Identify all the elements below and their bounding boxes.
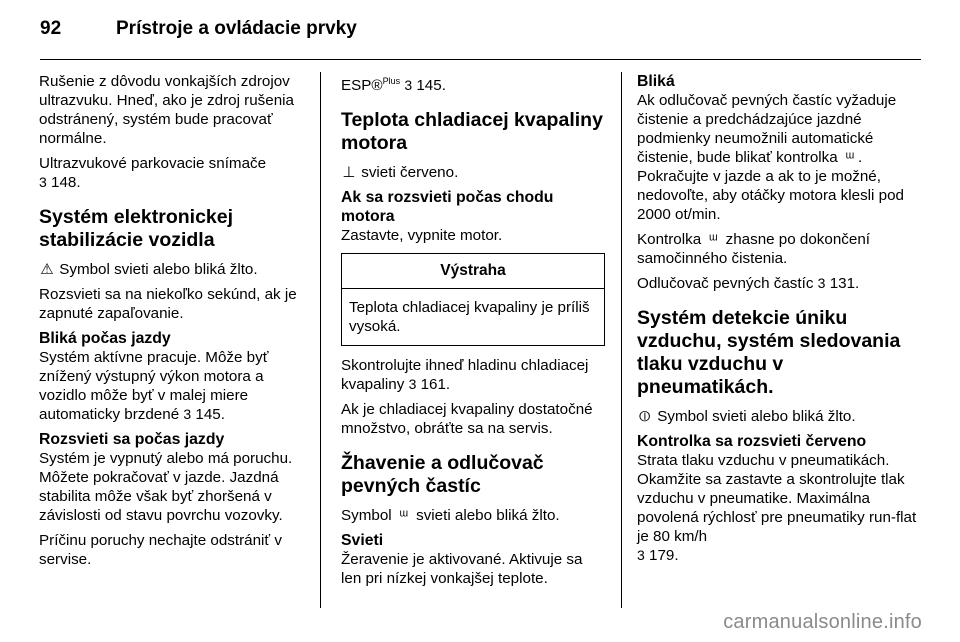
paragraph-interference: Rušenie z dôvodu vonkajších zdrojov ultrazvuku. Hneď, ako je zdroj rušenia odstránený, systém bude pracovať normálne. — [39, 73, 294, 147]
heading-esp: Systém elektronickej stabilizácie vozidla — [39, 206, 234, 251]
paragraph-dpf-blink: Ak odlučovač pevných častíc vyžaduje čistenie a predchádzajúce jazdné podmienky neumožnili automatické čistenie, bude blikať kontrolka ᵚ . Pokračujte v jazde a ak to je možné, nedovoľte, aby otáčky motora klesli pod 2000 ot/min. — [637, 92, 904, 223]
paragraph-tpms-red: Strata tlaku vzduchu v pneumatikách. Okamžite sa zastavte a skontrolujte tlak vzduchu v pneumatike. Maximálna povolená rýchlosť pre pneumatiky run-flat je 80 km/h 3 179. — [637, 452, 917, 564]
glow-plug-icon: ᵚ — [709, 231, 718, 248]
column-2 — [341, 72, 605, 594]
paragraph-service: Príčinu poruchy nechajte odstrániť v servise. — [39, 532, 282, 568]
warning-box — [341, 253, 605, 346]
page-ref[interactable]: 145. — [412, 77, 446, 95]
heading-coolant-lit: Ak sa rozsvieti počas chodu motora — [341, 189, 554, 226]
page-number: 92 — [40, 18, 62, 39]
page-ref-icon: 3 — [183, 406, 192, 422]
page-ref[interactable]: 161. — [416, 376, 451, 394]
heading-blinks: Bliká — [637, 73, 675, 90]
column-1 — [39, 72, 307, 575]
paragraph-enough-coolant: Ak je chladiacej kvapaliny dostatočné množstvo, obráťte sa na servis. — [341, 401, 593, 438]
column-3 — [637, 72, 921, 571]
paragraph-lit-driving: Systém je vypnutý alebo má poruchu. Môžete pokračovať v jazde. Jazdná stabilita môže však byť zhoršená v závislosti od stavu povrchu vozovky. — [39, 450, 293, 524]
page-header — [40, 18, 920, 48]
paragraph-tpms-symbol: ⦶ Symbol svieti alebo bliká žlto. — [637, 407, 921, 426]
tire-pressure-icon: ⦶ — [639, 408, 651, 425]
coolant-temperature-icon: ⊥ — [342, 164, 356, 182]
heading-coolant: Teplota chladiacej kvapaliny motora — [341, 109, 603, 155]
paragraph-esp-symbol: ⚠ Symbol svieti alebo bliká žlto. — [40, 261, 258, 278]
header-rule — [40, 59, 921, 60]
page-ref-icon: 3 — [39, 174, 47, 190]
heading-lit-driving: Rozsvieti sa počas jazdy — [39, 431, 225, 448]
paragraph-dpf-off: Kontrolka ᵚ zhasne po dokončení samočinného čistenia. — [637, 231, 871, 267]
paragraph-glow-symbol: Symbol ᵚ svieti alebo bliká žlto. — [341, 507, 560, 525]
paragraph-esp-plus: ESP®$^{Plus}$ 3 145. — [341, 76, 446, 95]
page-ref-icon: 3 — [817, 275, 826, 291]
heading-blink-driving: Bliká počas jazdy — [39, 330, 171, 347]
paragraph-parking-sensors: Ultrazvukové parkovacie snímače 3 148. — [39, 155, 267, 191]
column-divider — [320, 72, 321, 608]
page-ref[interactable]: 179. — [644, 547, 679, 564]
paragraph-esp-ignition: Rozsvieti sa na niekoľko sekúnd, ak je zapnuté zapaľovanie. — [39, 286, 297, 322]
paragraph-stop-engine: Zastavte, vypnite motor. — [341, 227, 503, 245]
page-ref[interactable]: 148. — [46, 174, 81, 191]
paragraph-dpf-ref: Odlučovač pevných častíc 3 131. — [637, 275, 860, 292]
heading-red: Kontrolka sa rozsvieti červeno — [637, 433, 867, 450]
esp-warning-icon: ⚠ — [40, 261, 54, 278]
page-title: Prístroje a ovládacie prvky — [116, 18, 357, 39]
heading-on: Svieti — [341, 532, 384, 550]
paragraph-coolant-symbol: ⊥ svieti červeno. — [342, 164, 459, 182]
page-ref[interactable]: 145. — [191, 406, 225, 423]
page-ref-icon: 3 — [408, 376, 417, 393]
page-ref-icon: 3 — [637, 547, 645, 563]
paragraph-check-coolant: Skontrolujte ihneď hladinu chladiacej kvapaliny 3 161. — [341, 357, 589, 394]
column-divider — [621, 72, 622, 608]
page-ref[interactable]: 131. — [825, 275, 860, 292]
heading-tpms: Systém detekcie úniku vzduchu, systém sledovania tlaku vzduchu v pneumatikách. — [637, 307, 901, 398]
heading-glow: Žhavenie a odlučovač pevných častíc — [341, 452, 544, 498]
watermark: carmanualsonline.info — [723, 611, 922, 633]
glow-plug-icon: ᵚ — [845, 149, 855, 166]
page-ref-icon: 3 — [404, 77, 413, 94]
paragraph-blink-driving: Systém aktívne pracuje. Môže byť znížený výstupný výkon motora a vozidlo môže byť v malej miere automaticky brzdené 3 145. — [39, 349, 269, 423]
warning-title: Výstraha — [342, 254, 604, 289]
warning-text: Teplota chladiacej kvapaliny je príliš vysoká. — [349, 299, 590, 336]
paragraph-glow-active: Žeravenie je aktivované. Aktivuje sa len pri nízkej vonkajšej teplote. — [341, 551, 583, 588]
glow-plug-icon: ᵚ — [399, 507, 409, 525]
